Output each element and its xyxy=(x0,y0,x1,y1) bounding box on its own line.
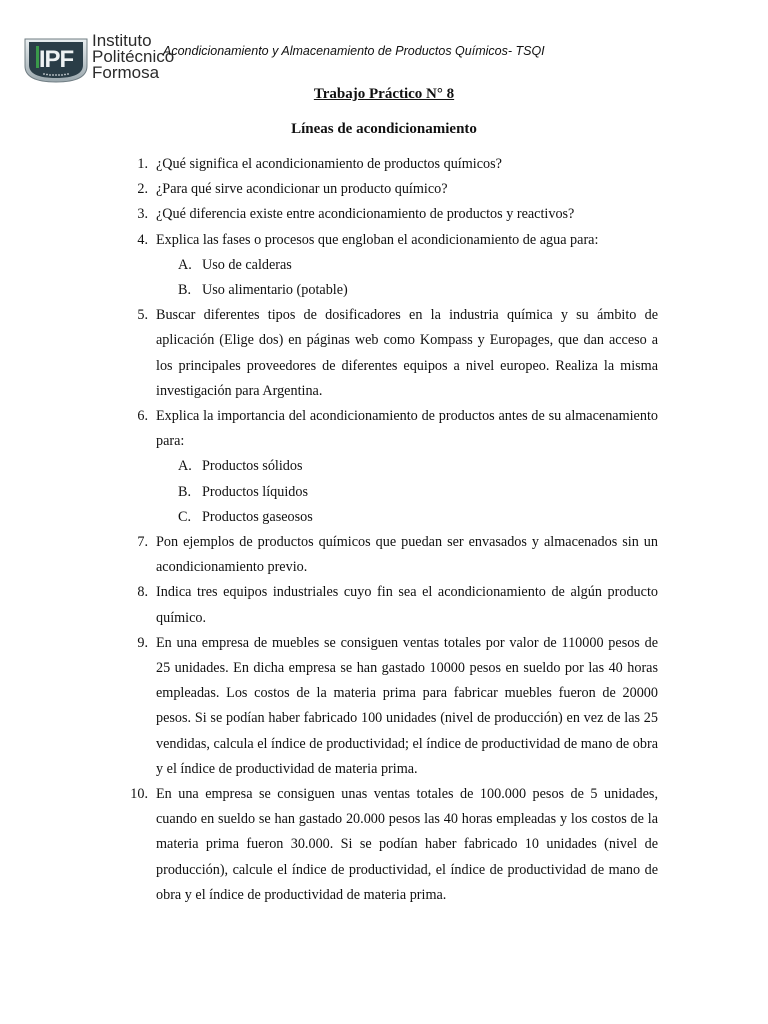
question-number: 3. xyxy=(137,206,148,223)
institute-name-line: Politécnico xyxy=(92,47,175,66)
question-item xyxy=(118,152,658,177)
question-text: Explica la importancia del acondicionamiento de productos antes de su almacenamiento para: xyxy=(156,408,658,450)
question-subitem xyxy=(118,253,658,278)
subitem-text: Productos sólidos xyxy=(202,458,303,475)
question-item xyxy=(118,631,658,782)
subitem-text: Uso de calderas xyxy=(202,256,292,273)
subitem-text: Productos gaseosos xyxy=(202,508,313,525)
question-number: 10. xyxy=(130,786,148,803)
page-header xyxy=(0,0,768,95)
question-item xyxy=(118,782,658,908)
question-text: ¿Qué diferencia existe entre acondicionamiento de productos y reactivos? xyxy=(156,206,575,223)
question-text: Indica tres equipos industriales cuyo fin sea el acondicionamiento de algún producto químico. xyxy=(156,584,658,626)
question-item xyxy=(118,177,658,202)
question-item xyxy=(118,202,658,227)
question-text: ¿Para qué sirve acondicionar un producto químico? xyxy=(156,181,448,198)
subitem-letter: B. xyxy=(178,483,192,500)
question-subitem xyxy=(118,505,658,530)
subitem-letter: C. xyxy=(178,508,192,525)
question-number: 5. xyxy=(137,307,148,324)
svg-text:IPF: IPF xyxy=(38,46,74,73)
question-text: ¿Qué significa el acondicionamiento de productos químicos? xyxy=(156,156,502,172)
question-text: Explica las fases o procesos que engloban el acondicionamiento de agua para: xyxy=(156,231,599,248)
question-text: Buscar diferentes tipos de dosificadores en la industria química y su ámbito de aplicación (Elige dos) en páginas web como Kompass y Europages, que dan acceso a los principales proveedores de diferentes equipos a nivel europeo. Realiza la misma investigación para Argentina. xyxy=(156,307,658,399)
question-number: 1. xyxy=(137,156,148,172)
question-item xyxy=(118,404,658,454)
subitem-letter: A. xyxy=(178,458,192,475)
question-number: 6. xyxy=(137,408,148,425)
question-text: Pon ejemplos de productos químicos que puedan ser envasados y almacenados sin un acondicionamiento previo. xyxy=(156,534,658,576)
question-number: 8. xyxy=(137,584,148,601)
course-title: Acondicionamiento y Almacenamiento de Productos Químicos- TSQI xyxy=(163,44,545,58)
subitem-text: Productos líquidos xyxy=(202,483,309,500)
question-text: En una empresa se consiguen unas ventas totales de 100.000 pesos de 5 unidades, cuando en sueldo se han gastado 20.000 pesos las 40 horas empleadas y los costos de la materia prima fueron 30.000. Si se podían haber fabricado 10 unidades (nivel de producción), calcule el índice de productividad, el índice de productividad de mano de obra y el índice de productividad de materia prima. xyxy=(156,786,658,903)
question-number: 7. xyxy=(137,534,148,551)
subitem-letter: A. xyxy=(178,256,192,273)
question-subitem xyxy=(118,454,658,479)
institute-logo xyxy=(22,36,90,84)
question-text: En una empresa de muebles se consiguen ventas totales por valor de 110000 pesos de 25 unidades. En dicha empresa se han gastado 10000 pesos en sueldo por las 40 horas empleadas. Los costos de la materia prima para fabricar muebles fueron de 20000 pesos. Si se podían haber fabricado 100 unidades (nivel de producción) en vez de las 25 vendidas, calcula el índice de productividad; el índice de productividad de mano de obra y el índice de productividad de materia prima. xyxy=(156,634,658,777)
question-subitem xyxy=(118,278,658,303)
question-number: 2. xyxy=(137,181,148,198)
subitem-text: Uso alimentario (potable) xyxy=(202,282,348,299)
question-item xyxy=(118,303,658,404)
institute-name-line: Instituto xyxy=(92,31,152,50)
document-subtitle: Líneas de acondicionamiento xyxy=(291,121,477,137)
document-title: Trabajo Práctico N° 8 xyxy=(313,86,455,102)
question-item xyxy=(118,228,658,253)
institute-name-line: Formosa xyxy=(92,63,160,82)
question-subitem xyxy=(118,480,658,505)
question-number: 9. xyxy=(137,634,148,651)
institute-name xyxy=(92,33,174,81)
subitem-letter: B. xyxy=(178,282,192,299)
question-list xyxy=(118,152,658,908)
question-item xyxy=(118,530,658,580)
question-item xyxy=(118,580,658,630)
question-number: 4. xyxy=(137,231,148,248)
